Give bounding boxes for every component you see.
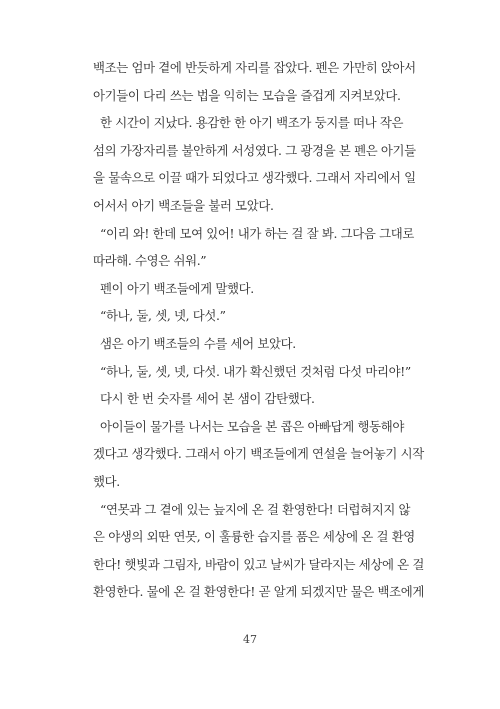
text-line: “이리 와! 한데 모여 있어! 내가 하는 걸 잘 봐. 그다음 그대로 (100, 225, 414, 241)
text-line: 샘은 아기 백조들의 수를 세어 보았다. (100, 335, 296, 351)
paragraph (93, 358, 443, 386)
text-line: 했다. (93, 473, 120, 489)
text-line: 섬의 가장자리를 불안하게 서성였다. 그 광경을 본 펜은 아기들 (93, 142, 416, 158)
text-line: 겠다고 생각했다. 그래서 아기 백조들에게 연설을 늘어놓기 시작 (93, 446, 424, 462)
text-line: 따라해. 수영은 쉬워.” (93, 253, 207, 269)
paragraph (93, 275, 443, 303)
paragraph (93, 220, 443, 275)
text-line: 은 야생의 외딴 연못, 이 훌륭한 습지를 품은 세상에 온 걸 환영 (93, 529, 415, 545)
text-line: 어서서 아기 백조들을 불러 모았다. (93, 197, 274, 213)
paragraph (93, 302, 443, 330)
paragraph (93, 109, 443, 219)
paragraph (93, 413, 443, 496)
page-number: 47 (243, 633, 257, 646)
text-line: 환영한다. 물에 온 걸 환영한다! 곧 알게 되겠지만 물은 백조에게 (93, 584, 424, 600)
text-line: 아기들이 다리 쓰는 법을 익히는 모습을 즐겁게 지켜보았다. (93, 87, 401, 103)
text-line: “하나, 둘, 셋, 넷, 다섯. 내가 확신했던 것처럼 다섯 마리야!” (100, 363, 411, 379)
paragraph (93, 385, 443, 413)
text-line: “연못과 그 곁에 있는 늪지에 온 걸 환영한다! 더럽혀지지 않 (100, 501, 411, 517)
paragraph (93, 496, 443, 606)
text-line: 백조는 엄마 곁에 반듯하게 자리를 잡았다. 펜은 가만히 앉아서 (93, 60, 416, 75)
text-line: 다시 한 번 숫자를 세어 본 샘이 감탄했다. (100, 391, 315, 407)
text-line: 을 물속으로 이끌 때가 되었다고 생각했다. 그래서 자리에서 일 (93, 170, 416, 186)
text-line: 펜이 아기 백조들에게 말했다. (100, 280, 254, 296)
text-line: 한다! 햇빛과 그림자, 바람이 있고 날씨가 달라지는 세상에 온 걸 (93, 556, 424, 572)
text-line: 아이들이 물가를 나서는 모습을 본 콥은 아빠답게 행동해야 (100, 418, 404, 434)
text-line: 한 시간이 지났다. 용감한 한 아기 백조가 둥지를 떠나 작은 (100, 115, 404, 131)
text-line: “하나, 둘, 셋, 넷, 다섯.” (100, 308, 226, 324)
paragraph (93, 330, 443, 358)
paragraph (93, 54, 443, 109)
body-text (93, 54, 443, 606)
